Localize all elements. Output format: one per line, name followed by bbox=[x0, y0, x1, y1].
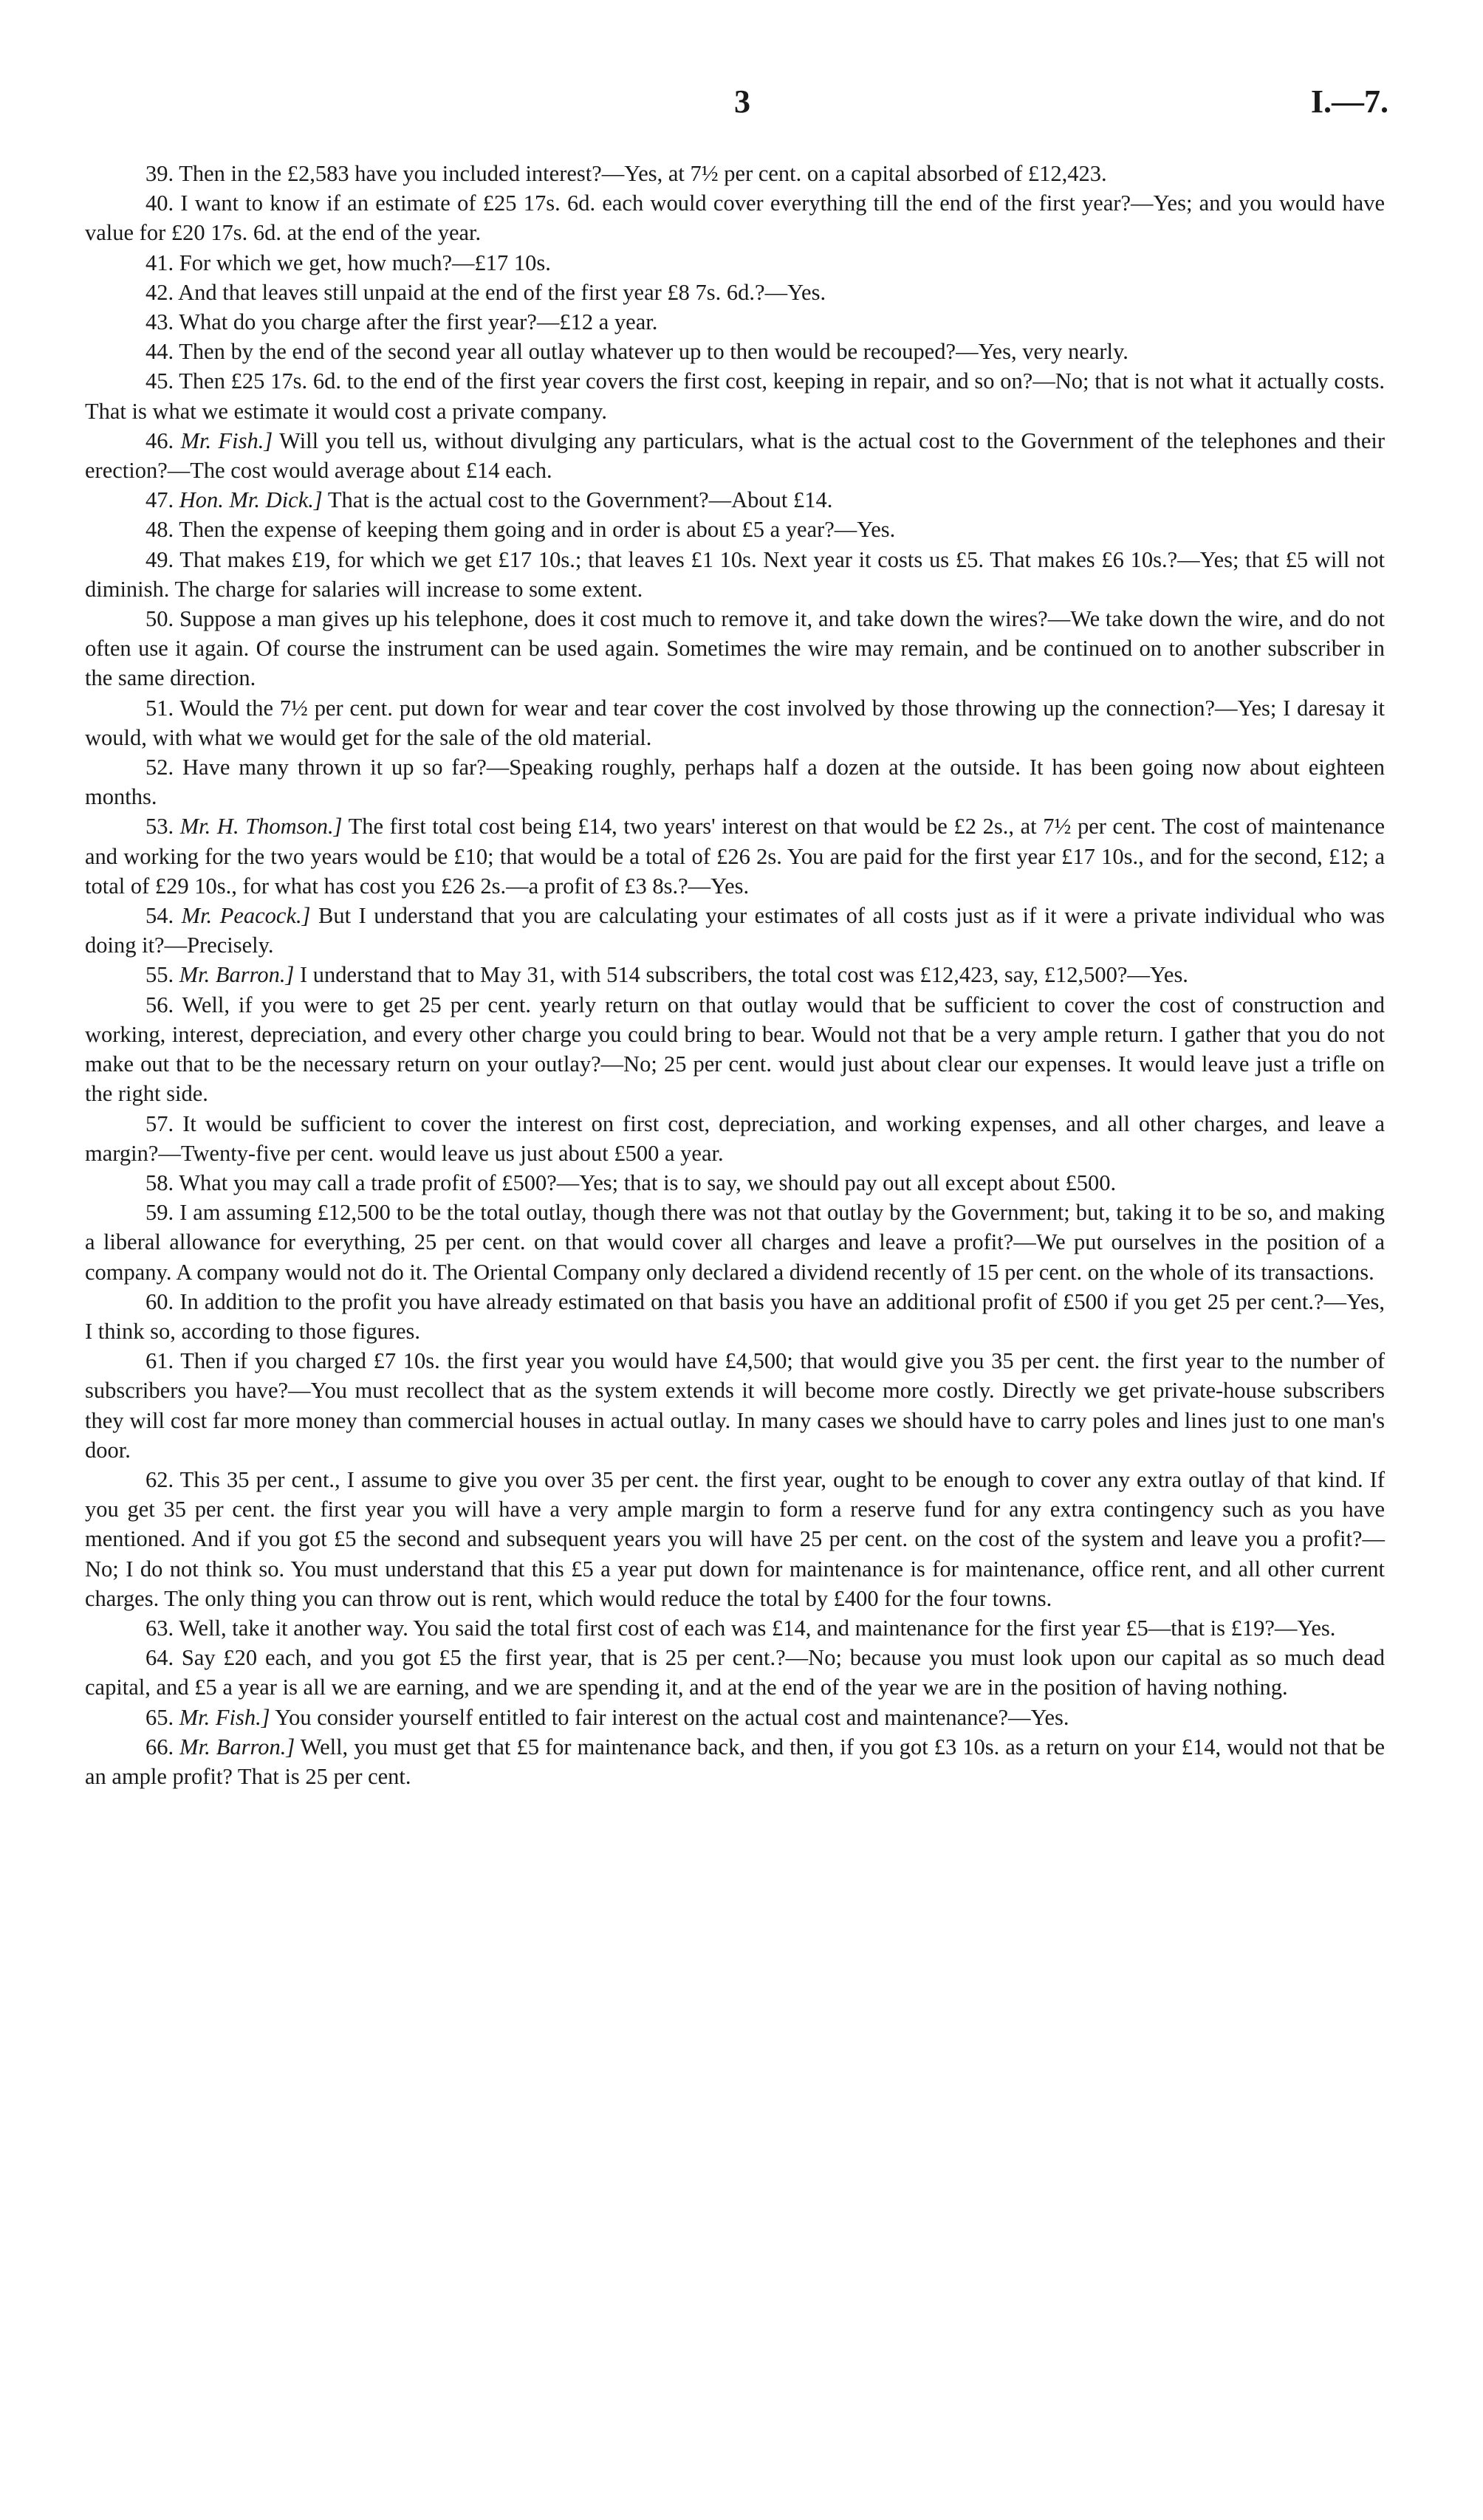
question-number: 57. bbox=[145, 1110, 174, 1136]
question-paragraph bbox=[85, 901, 1385, 960]
question-paragraph bbox=[85, 752, 1385, 811]
question-number: 61. bbox=[145, 1348, 174, 1374]
speaker-name: Hon. Mr. Dick.] bbox=[179, 487, 323, 513]
question-text: Have many thrown it up so far?—Speaking roughly, perhaps half a dozen at the outside. It has been going now about eighteen months. bbox=[85, 755, 1386, 810]
question-text: Then if you charged £7 10s. the first year you would have £4,500; that would give you 35 per cent. the first year to the number of subscribers you have?—You must recollect that as the system extends it will become more costly. Directly we get private-house subscribers they will cost far more money than commercial houses in actual outlay. In many cases we should have to carry poles and lines just to one man's door. bbox=[85, 1348, 1385, 1463]
question-number: 42. bbox=[145, 279, 174, 305]
question-text: And that leaves still unpaid at the end of the first year £8 7s. 6d.?—Yes. bbox=[178, 279, 826, 305]
question-paragraph bbox=[85, 693, 1385, 752]
question-text: It would be sufficient to cover the interest on first cost, depreciation, and working expenses, and all other charges, and leave a margin?—Twenty-five per cent. would leave us just about £500 a year. bbox=[85, 1110, 1385, 1166]
question-paragraph bbox=[85, 1287, 1385, 1346]
evidence-text bbox=[85, 159, 1385, 1791]
page-header bbox=[0, 83, 1483, 127]
question-paragraph bbox=[85, 337, 1385, 366]
question-number: 65. bbox=[145, 1704, 174, 1730]
question-number: 41. bbox=[145, 250, 174, 275]
question-paragraph bbox=[85, 307, 1385, 337]
question-number: 59. bbox=[145, 1200, 174, 1226]
question-paragraph bbox=[85, 545, 1385, 604]
question-text: I am assuming £12,500 to be the total outlay, though there was not that outlay by the Government; but, taking it to be so, and making a liberal allowance for everything, 25 per cent. on that would cover all charges and leave a profit?—We put ourselves in the position of a company. A company would not do it. The Oriental Company only declared a dividend recently of 15 per cent. on the whole of its transactions. bbox=[85, 1200, 1386, 1285]
question-number: 40. bbox=[145, 190, 174, 216]
question-paragraph bbox=[85, 1613, 1385, 1643]
question-number: 46. bbox=[145, 428, 174, 453]
question-text: In addition to the profit you have already estimated on that basis you have an additional profit of £500 if you get 25 per cent.?—Yes, I think so, according to those figures. bbox=[85, 1288, 1386, 1344]
question-number: 39. bbox=[145, 161, 174, 186]
question-text: What you may call a trade profit of £500?—Yes; that is to say, we should pay out all except about £500. bbox=[179, 1170, 1117, 1195]
speaker-name: Mr. Fish.] bbox=[179, 1704, 270, 1730]
question-number: 63. bbox=[145, 1615, 174, 1641]
question-paragraph bbox=[85, 1168, 1385, 1198]
question-paragraph bbox=[85, 159, 1385, 188]
speaker-name: Mr. Barron.] bbox=[179, 1734, 295, 1759]
question-paragraph bbox=[85, 248, 1385, 278]
question-text: Well, you must get that £5 for maintenance back, and then, if you got £3 10s. as a return on your £14, would not that be an ample profit? That is 25 per cent. bbox=[85, 1734, 1385, 1789]
question-text: Then £25 17s. 6d. to the end of the first year covers the first cost, keeping in repair, and so on?—No; that is not what it actually costs. That is what we estimate it would cost a private company. bbox=[85, 368, 1385, 424]
question-paragraph bbox=[85, 515, 1385, 544]
question-text: The first total cost being £14, two years' interest on that would be £2 2s., at 7½ per cent. The cost of maintenance and working for the two years would be £10; that would be a total of £26 2s. You are paid for the first year £17 10s., and for the second, £12; a total of £29 10s., for what has cost you £26 2s.—a profit of £3 8s.?—Yes. bbox=[85, 814, 1385, 899]
question-number: 64. bbox=[145, 1645, 174, 1671]
question-number: 50. bbox=[145, 606, 174, 632]
question-paragraph bbox=[85, 1643, 1385, 1702]
question-text: For which we get, how much?—£17 10s. bbox=[179, 250, 551, 275]
question-text: What do you charge after the first year?—£12 a year. bbox=[179, 309, 658, 335]
question-text: You consider yourself entitled to fair interest on the actual cost and maintenance?—Yes. bbox=[275, 1704, 1069, 1730]
question-paragraph bbox=[85, 426, 1385, 485]
question-paragraph bbox=[85, 1465, 1385, 1613]
question-number: 62. bbox=[145, 1466, 174, 1492]
question-text: That makes £19, for which we get £17 10s.; that leaves £1 10s. Next year it costs us £5. That makes £6 10s.?—Yes; that £5 will not diminish. The charge for salaries will increase to some extent. bbox=[85, 546, 1385, 602]
question-number: 53. bbox=[145, 814, 174, 840]
question-number: 44. bbox=[145, 339, 174, 365]
question-paragraph bbox=[85, 1732, 1385, 1791]
question-number: 58. bbox=[145, 1170, 174, 1195]
question-number: 49. bbox=[145, 546, 174, 572]
question-number: 66. bbox=[145, 1734, 174, 1759]
question-text: Would the 7½ per cent. put down for wear and tear cover the cost involved by those throwing up the connection?—Yes; I daresay it would, with what we would get for the sale of the old material. bbox=[85, 695, 1385, 750]
question-number: 52. bbox=[145, 755, 174, 780]
question-paragraph bbox=[85, 366, 1385, 425]
question-number: 48. bbox=[145, 517, 174, 543]
question-number: 55. bbox=[145, 962, 174, 988]
question-paragraph bbox=[85, 1703, 1385, 1732]
question-paragraph bbox=[85, 604, 1385, 693]
question-paragraph bbox=[85, 811, 1385, 901]
question-number: 43. bbox=[145, 309, 174, 335]
question-text: Then in the £2,583 have you included interest?—Yes, at 7½ per cent. on a capital absorbed of £12,423. bbox=[179, 161, 1107, 186]
question-text: Well, take it another way. You said the total first cost of each was £14, and maintenance for the first year £5—that is £19?—Yes. bbox=[179, 1615, 1336, 1641]
question-text: Will you tell us, without divulging any particulars, what is the actual cost to the Government of the telephones and their erection?—The cost would average about £14 each. bbox=[85, 428, 1385, 484]
speaker-name: Mr. Fish.] bbox=[180, 428, 273, 453]
question-text: I want to know if an estimate of £25 17s. 6d. each would cover everything till the end of the first year?—Yes; and you would have value for £20 17s. 6d. at the end of the year. bbox=[85, 190, 1386, 246]
question-paragraph bbox=[85, 1109, 1385, 1168]
question-text: This 35 per cent., I assume to give you over 35 per cent. the first year, ought to be enough to cover any extra outlay of that kind. If you get 35 per cent. the first year you will have a very ample margin to form a reserve fund for any extra contingency such as you have mentioned. And if you got £5 the second and subsequent years you will have 25 per cent. on the cost of the system and leave you a profit?—No; I do not think so. You must understand that this £5 a year put down for maintenance is for maintenance, office rent, and all other current charges. The only thing you can throw out is rent, which would reduce the total by £400 for the four towns. bbox=[85, 1466, 1385, 1611]
question-text: Suppose a man gives up his telephone, does it cost much to remove it, and take down the wires?—We take down the wire, and do not often use it again. Of course the instrument can be used again. Sometimes the wire may remain, and be continued on to another subscriber in the same direction. bbox=[85, 606, 1385, 691]
question-number: 54. bbox=[145, 903, 174, 929]
question-number: 56. bbox=[145, 992, 174, 1017]
question-paragraph bbox=[85, 188, 1385, 247]
question-number: 51. bbox=[145, 695, 174, 721]
speaker-name: Mr. Barron.] bbox=[179, 962, 295, 988]
question-number: 47. bbox=[145, 487, 174, 513]
question-paragraph bbox=[85, 960, 1385, 989]
question-text: That is the actual cost to the Government?—About £14. bbox=[327, 487, 833, 513]
question-text: Say £20 each, and you got £5 the first year, that is 25 per cent.?—No; because you must look upon our capital as so much dead capital, and £5 a year is all we are earning, and we are spending it, and at the end of the year we are in the position of having nothing. bbox=[85, 1645, 1386, 1700]
question-text: Then the expense of keeping them going and in order is about £5 a year?—Yes. bbox=[179, 517, 896, 543]
speaker-name: Mr. Peacock.] bbox=[181, 903, 311, 929]
question-paragraph bbox=[85, 1198, 1385, 1287]
question-text: I understand that to May 31, with 514 subscribers, the total cost was £12,423, say, £12,500?—Yes. bbox=[300, 962, 1188, 988]
question-paragraph bbox=[85, 485, 1385, 515]
question-text: But I understand that you are calculating your estimates of all costs just as if it were a private individual who was doing it?—Precisely. bbox=[85, 903, 1386, 958]
speaker-name: Mr. H. Thomson.] bbox=[179, 814, 343, 840]
question-text: Well, if you were to get 25 per cent. yearly return on that outlay would that be sufficient to cover the cost of construction and working, interest, depreciation, and every other charge you could bring to bear. Would not that be a very ample return. I gather that you do not make out that to be the necessary return on your outlay?—No; 25 per cent. would just about clear our expenses. It would leave just a trifle on the right side. bbox=[85, 992, 1385, 1107]
question-text: Then by the end of the second year all outlay whatever up to then would be recouped?—Yes, very nearly. bbox=[179, 339, 1128, 365]
page-number: 3 bbox=[734, 83, 750, 120]
question-paragraph bbox=[85, 278, 1385, 307]
question-number: 45. bbox=[145, 368, 174, 394]
question-paragraph bbox=[85, 990, 1385, 1109]
question-paragraph bbox=[85, 1346, 1385, 1465]
paper-reference: I.—7. bbox=[1310, 83, 1388, 120]
question-number: 60. bbox=[145, 1288, 174, 1314]
